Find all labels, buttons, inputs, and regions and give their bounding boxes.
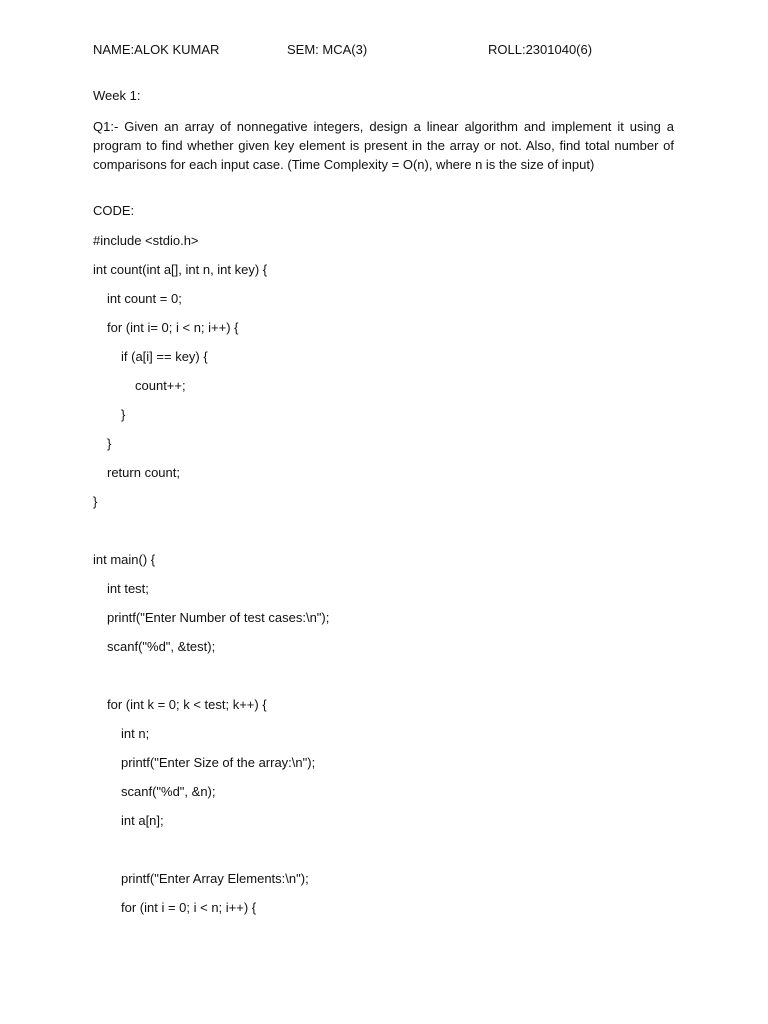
roll-number: ROLL:2301040(6) bbox=[488, 42, 593, 57]
code-line: } bbox=[121, 407, 126, 422]
code-line bbox=[93, 522, 329, 551]
code-line: printf("Enter Size of the array:\n"); bbox=[121, 755, 316, 770]
code-label: CODE: bbox=[93, 203, 135, 218]
code-line: scanf("%d", &test); bbox=[107, 639, 216, 654]
code-line bbox=[93, 841, 329, 870]
code-line: } bbox=[93, 494, 98, 509]
code-line: count++; bbox=[135, 378, 186, 393]
code-line: int test; bbox=[107, 581, 149, 596]
code-line: #include <stdio.h> bbox=[93, 233, 199, 248]
page-header bbox=[93, 42, 693, 60]
code-line: printf("Enter Array Elements:\n"); bbox=[121, 871, 309, 886]
code-line: for (int i= 0; i < n; i++) { bbox=[107, 320, 239, 335]
week-heading: Week 1: bbox=[93, 88, 141, 103]
code-line: scanf("%d", &n); bbox=[121, 784, 216, 799]
code-line: return count; bbox=[107, 465, 180, 480]
question-text: Q1:- Given an array of nonnegative integers, design a linear algorithm and implement it using a program to find whether given key element is present in the array or not. Also, find total number of comparisons for each input case. (Time Complexity = O(n), where n is the size of input) bbox=[93, 119, 674, 172]
code-line: printf("Enter Number of test cases:\n"); bbox=[107, 610, 330, 625]
code-line: int count(int a[], int n, int key) { bbox=[93, 262, 268, 277]
code-line: for (int k = 0; k < test; k++) { bbox=[107, 697, 267, 712]
code-line: if (a[i] == key) { bbox=[121, 349, 208, 364]
student-name: NAME:ALOK KUMAR bbox=[93, 42, 220, 57]
semester: SEM: MCA(3) bbox=[287, 42, 368, 57]
code-line: for (int i = 0; i < n; i++) { bbox=[121, 900, 257, 915]
code-line bbox=[93, 667, 329, 696]
code-line: int n; bbox=[121, 726, 150, 741]
code-line: int main() { bbox=[93, 552, 156, 567]
code-line: } bbox=[107, 436, 112, 451]
code-line: int count = 0; bbox=[107, 291, 182, 306]
code-line: int a[n]; bbox=[121, 813, 164, 828]
code-block bbox=[93, 232, 329, 928]
